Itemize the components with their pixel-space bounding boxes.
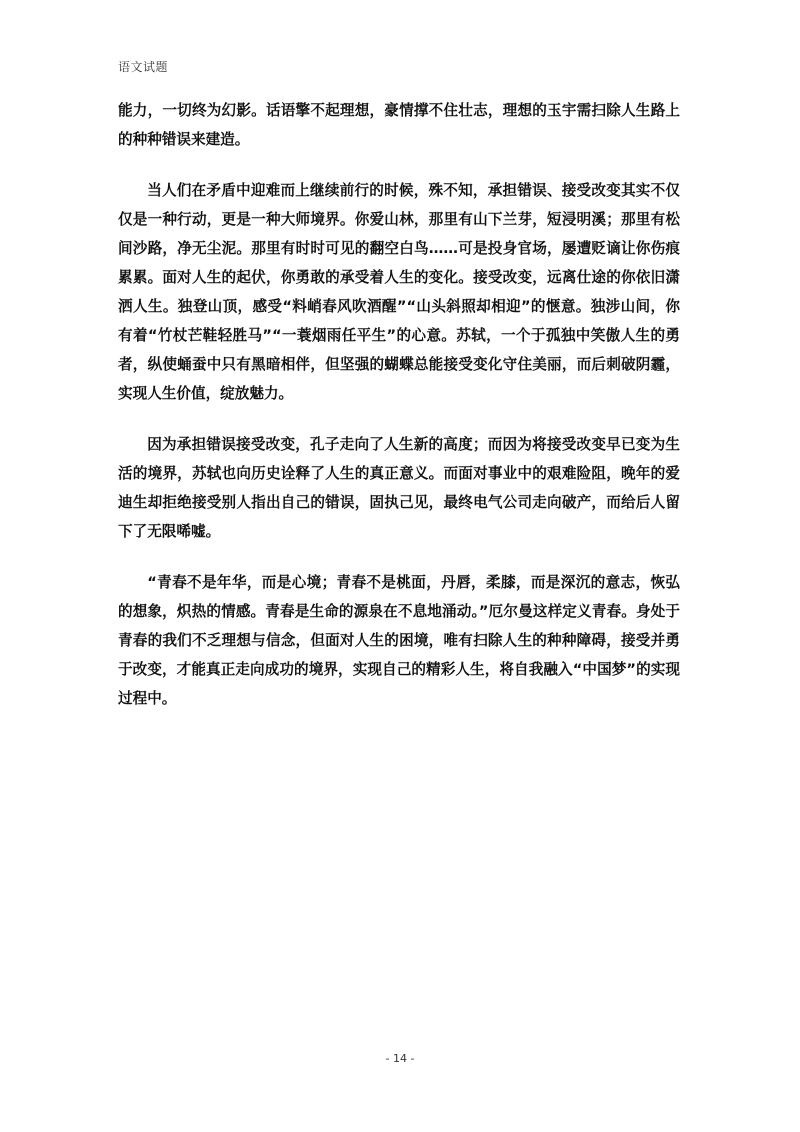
document-body — [118, 96, 680, 735]
paragraph-4: “青春不是年华，而是心境；青春不是桃面，丹唇，柔膝，而是深沉的意志，恢弘的想象，炽热的情感。青春是生命的源泉在不息地涌动。”厄尔曼这样定义青春。身处于青春的我们不乏理想与信念，但面对人生的困境，唯有扫除人生的种种障碍，接受并勇于改变，才能真正走向成功的境界，实现自己的精彩人生，将自我融入“中国梦”的实现过程中。 — [118, 574, 680, 707]
page-header-title: 语文试题 — [118, 60, 169, 74]
paragraph-2: 当人们在矛盾中迎难而上继续前行的时候，殊不知，承担错误、接受改变其实不仅仅是一种行动，更是一种大师境界。你爱山林，那里有山下兰芽，短浸明溪；那里有松间沙路，净无尘泥。那里有时时可见的翻空白鸟……可是投身官场，屡遭贬谪让你伤痕累累。面对人生的起伏，你勇敢的承受着人生的变化。接受改变，远离仕途的你依旧潇洒人生。独登山顶，感受“料峭春风吹酒醒”“山头斜照却相迎”的惬意。独涉山间，你有着“竹杖芒鞋轻胜马”“一蓑烟雨任平生”的心意。苏轼，一个于孤独中笑傲人生的勇者，纵使蛹蚕中只有黑暗相伴，但坚强的蝴蝶总能接受变化守住美丽，而后刺破阴霾，实现人生价值，绽放魅力。 — [118, 182, 680, 402]
page-number: - 14 - — [385, 1052, 415, 1065]
paragraph-1: 能力，一切终为幻影。话语擎不起理想，豪情撑不住壮志，理想的玉宇需扫除人生路上的种种错误来建造。 — [118, 102, 680, 148]
paragraph-3: 因为承担错误接受改变，孔子走向了人生新的高度；而因为将接受改变早已变为生活的境界，苏轼也向历史诠释了人生的真正意义。而面对事业中的艰难险阻，晚年的爱迪生却拒绝接受别人指出自己的错误，固执己见，最终电气公司走向破产，而给后人留下了无限唏嘘。 — [118, 436, 680, 540]
